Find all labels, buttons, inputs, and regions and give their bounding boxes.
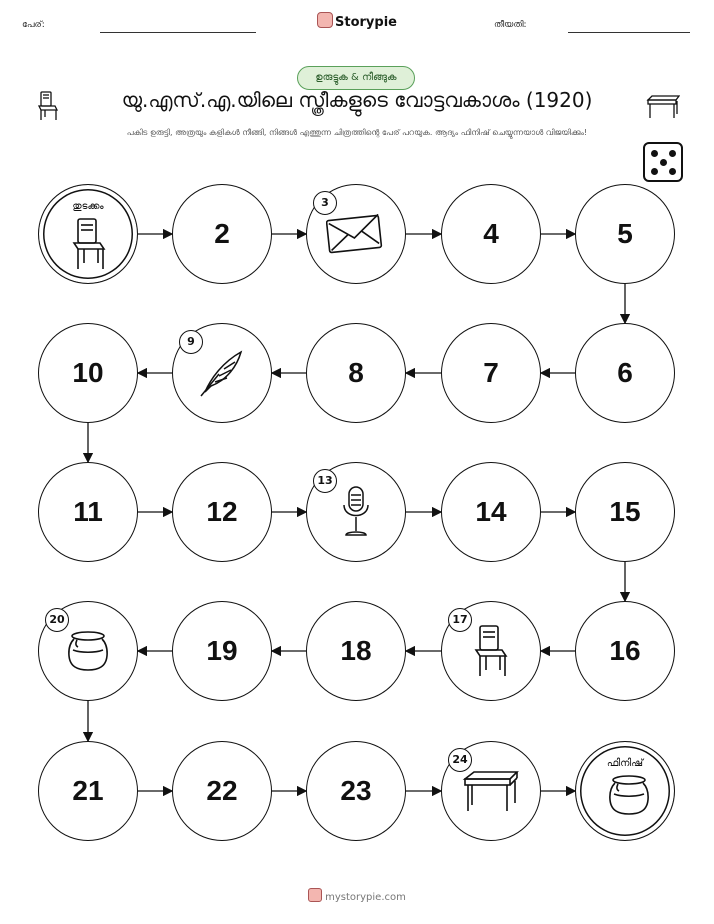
cell-number: 21 [72,775,104,806]
board-cell-3 [306,184,406,284]
start-label: തുടക്കം [72,201,104,212]
cell-number: 22 [206,775,238,806]
microphone-icon [341,485,371,543]
cell-number: 7 [483,357,499,388]
cell-number: 6 [617,357,633,388]
cell-number: 4 [483,218,499,249]
board-cell-20 [38,601,138,701]
board-cell-17 [441,601,541,701]
cell-number-badge: 17 [448,608,472,632]
cell-number: 23 [340,775,372,806]
finish-label: ഫിനിഷ് [606,758,644,769]
board-cell-22 [172,741,272,841]
board-cell-13 [306,462,406,562]
cell-number: 16 [609,635,641,666]
pot-icon [65,630,111,676]
board-cell-6 [575,323,675,423]
activity-badge: ഉരുട്ടുക & നീങ്ങുക [297,66,415,90]
board-cell-9 [172,323,272,423]
board-cell-14 [441,462,541,562]
cell-number-badge: 24 [448,748,472,772]
finish-cell [575,741,675,841]
board-cell-21 [38,741,138,841]
cell-number-badge: 3 [313,191,337,215]
pot-icon [606,774,652,820]
cell-number: 12 [206,496,238,527]
board-cell-12 [172,462,272,562]
chair-icon [69,217,109,275]
cell-number-badge: 9 [179,330,203,354]
name-label: പേര്: [22,20,45,30]
cell-number: 5 [617,218,633,249]
board-cell-8 [306,323,406,423]
instructions: പകിട ഉരുട്ടി, അത്രയും കളികൾ നീങ്ങി, നിങ്ങൾ എത്തുന്ന ചിത്രത്തിന്റെ പേര് പറയുക. ആദ്യം ഫിനിഷ് ചെയ്യുന്നയാൾ വിജയിക്കും! [126,128,588,137]
board-cell-5 [575,184,675,284]
footer-link[interactable]: mystorypie.com [325,892,406,903]
cell-number: 10 [72,357,104,388]
cell-number-badge: 20 [45,608,69,632]
page-title: യു.എസ്.എ.യിലെ സ്ത്രീകളുടെ വോട്ടവകാശം (1920) [121,88,593,112]
table-icon [462,769,520,817]
board-cell-19 [172,601,272,701]
board-cell-16 [575,601,675,701]
board-cell-23 [306,741,406,841]
board-cell-11 [38,462,138,562]
envelope-icon [326,214,386,258]
board-cell-10 [38,323,138,423]
board-cell-15 [575,462,675,562]
board-cell-2 [172,184,272,284]
board-cell-24 [441,741,541,841]
cell-number: 14 [475,496,507,527]
date-label: തീയതി: [494,20,527,30]
cell-number: 11 [73,496,103,527]
cell-number: 8 [348,357,364,388]
brand-name: Storypie [335,15,397,30]
storypie-logo-icon [308,888,322,902]
board-cell-7 [441,323,541,423]
cell-number: 19 [206,635,238,666]
chair-icon [471,624,511,682]
quill-icon [197,348,247,402]
board-cell-4 [441,184,541,284]
cell-number-badge: 13 [313,469,337,493]
cell-number: 2 [214,218,230,249]
cell-number: 18 [340,635,372,666]
footer [0,888,714,903]
board-cell-18 [306,601,406,701]
start-cell [38,184,138,284]
cell-number: 15 [609,496,641,527]
